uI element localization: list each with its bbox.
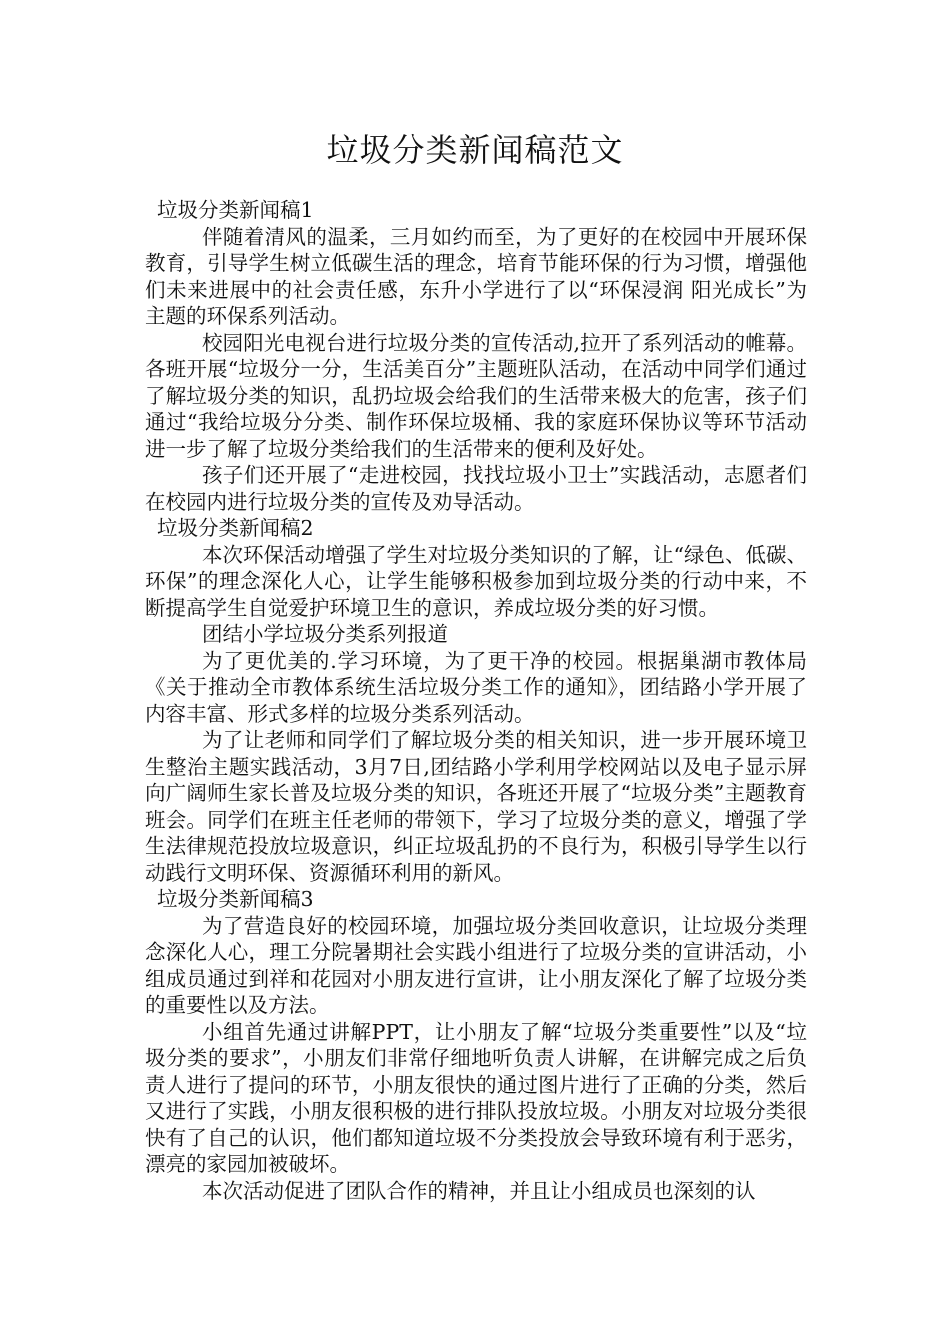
paragraph: 团结小学垃圾分类系列报道 — [202, 622, 448, 646]
paragraph: 孩子们还开展了“走进校园，找找垃圾小卫士”实践活动，志愿者们在校园内进行垃圾分类的宣传及劝导活动。 — [145, 463, 807, 514]
section-heading: 垃圾分类新闻稿2 — [157, 516, 314, 540]
document-title: 垃圾分类新闻稿范文 — [326, 131, 624, 169]
document-body — [145, 197, 807, 1204]
section-heading: 垃圾分类新闻稿3 — [157, 887, 314, 911]
paragraph: 本次环保活动增强了学生对垃圾分类知识的了解，让“绿色、低碳、环保”的理念深化人心，让学生能够积极参加到垃圾分类的行动中来，不断提高学生自觉爱护环境卫生的意识，养成垃圾分类的好习惯。 — [145, 542, 807, 620]
paragraph: 为了更优美的.学习环境，为了更干净的校园。根据巢湖市教体局《关于推动全市教体系统生活垃圾分类工作的通知》，团结路小学开展了内容丰富、形式多样的垃圾分类系列活动。 — [145, 648, 807, 726]
paragraph: 小组首先通过讲解PPT，让小朋友了解“垃圾分类重要性”以及“垃圾分类的要求”，小朋友们非常仔细地听负责人讲解，在讲解完成之后负责人进行了提问的环节，小朋友很快的通过图片进行了正确的分类，然后又进行了实践，小朋友很积极的进行排队投放垃圾。小朋友对垃圾分类很快有了自己的认识，他们都知道垃圾不分类投放会导致环境有利于恶劣，漂亮的家园加被破坏。 — [145, 1019, 807, 1176]
paragraph: 为了营造良好的校园环境，加强垃圾分类回收意识，让垃圾分类理念深化人心，理工分院暑期社会实践小组进行了垃圾分类的宣讲活动，小组成员通过到祥和花园对小朋友进行宣讲，让小朋友深化了解了垃圾分类的重要性以及方法。 — [145, 913, 807, 1017]
paragraph: 为了让老师和同学们了解垃圾分类的相关知识，进一步开展环境卫生整治主题实践活动，3月7日,团结路小学利用学校网站以及电子显示屏向广阔师生家长普及垃圾分类的知识，各班还开展了“垃圾分类”主题教育班会。同学们在班主任老师的带领下，学习了垃圾分类的意义，增强了学生法律规范投放垃圾意识，纠正垃圾乱扔的不良行为，积极引导学生以行动践行文明环保、资源循环利用的新风。 — [145, 728, 807, 885]
paragraph: 伴随着清风的温柔，三月如约而至，为了更好的在校园中开展环保教育，引导学生树立低碳生活的理念，培育节能环保的行为习惯，增强他们未来进展中的社会责任感，东升小学进行了以“环保浸润 阳光成长”为主题的环保系列活动。 — [145, 224, 807, 328]
paragraph: 本次活动促进了团队合作的精神，并且让小组成员也深刻的认 — [202, 1178, 756, 1203]
section-heading: 垃圾分类新闻稿1 — [157, 198, 314, 222]
paragraph: 校园阳光电视台进行垃圾分类的宣传活动,拉开了系列活动的帷幕。各班开展“垃圾分一分，生活美百分”主题班队活动，在活动中同学们通过了解垃圾分类的知识，乱扔垃圾会给我们的生活带来极大的危害，孩子们通过“我给垃圾分分类、制作环保垃圾桶、我的家庭环保协议等环节活动进一步了解了垃圾分类给我们的生活带来的便利及好处。 — [145, 330, 807, 461]
